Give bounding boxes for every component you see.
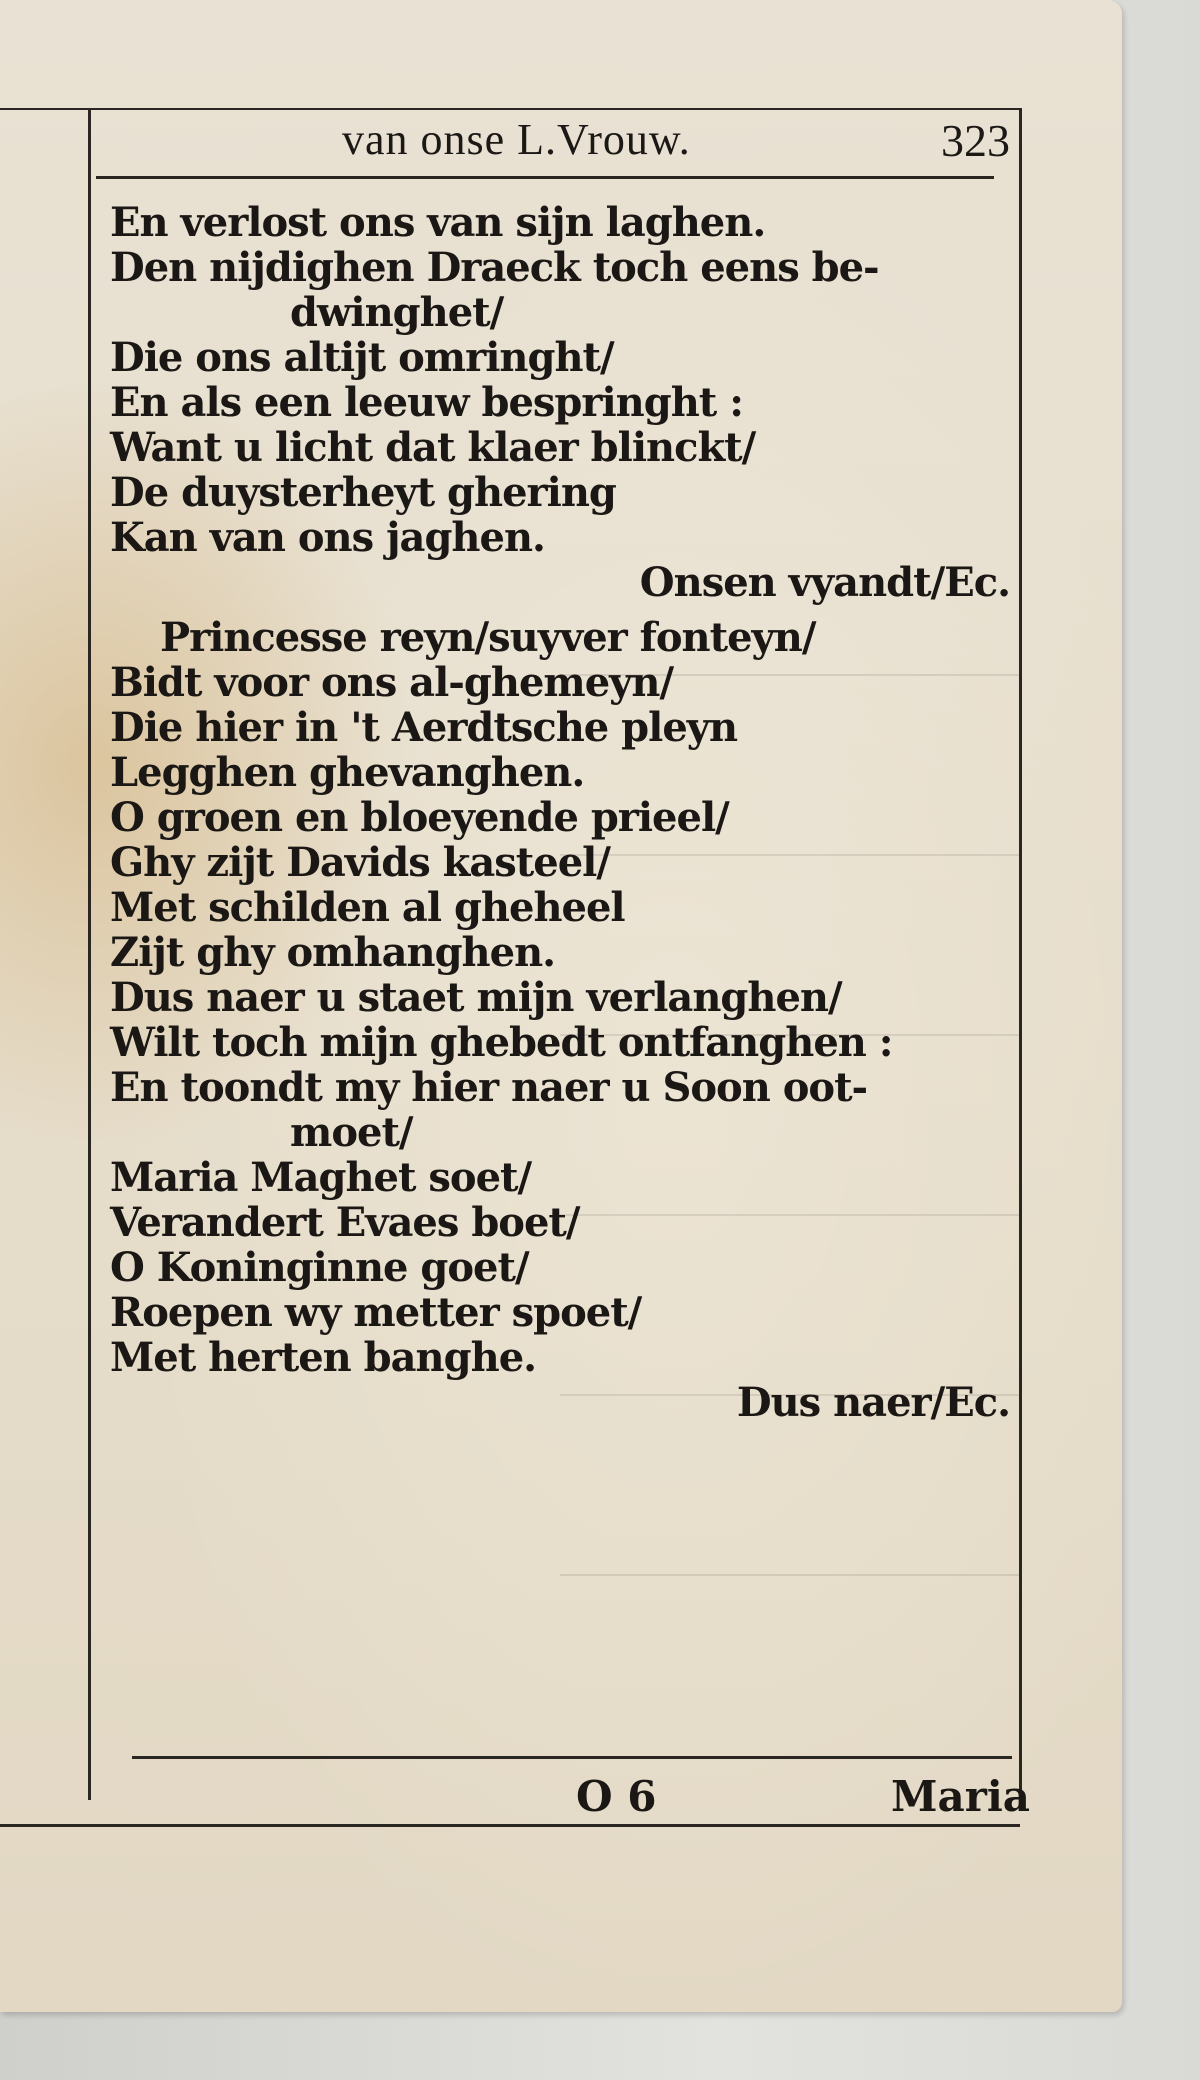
verse-line: Met schilden al gheheel	[110, 884, 625, 931]
verse-line: Zijt ghy omhanghen.	[110, 929, 556, 976]
verse-line: Dus naer/Ec.	[736, 1379, 1010, 1426]
verse-line: Verandert Evaes boet/	[110, 1199, 580, 1246]
verse-line: Bidt voor ons al-ghemeyn/	[110, 659, 674, 706]
verse-line: En als een leeuw bespringht :	[110, 379, 743, 426]
verse-line: De duysterheyt ghering	[110, 469, 616, 516]
bottom-frame-rule	[0, 1824, 1020, 1827]
footer-rule	[132, 1756, 1012, 1759]
verse-line: Dus naer u staet mijn verlanghen/	[110, 974, 842, 1021]
headline-rule	[96, 176, 994, 179]
verse-line: Princesse reyn/suyver fonteyn/	[160, 614, 816, 661]
signature-mark: O 6	[576, 1772, 657, 1821]
verse-line: Die ons altijt omringht/	[110, 334, 614, 381]
verse-line: En verlost ons van sijn laghen.	[110, 199, 766, 246]
verse-line: moet/	[290, 1109, 413, 1156]
catchword: Maria	[890, 1772, 1030, 1821]
verse-text-block	[110, 200, 1010, 1425]
verse-line: Met herten banghe.	[110, 1334, 537, 1381]
verse-line: Ghy zijt Davids kasteel/	[110, 839, 610, 886]
verse-line: O Koninginne goet/	[110, 1244, 529, 1291]
verse-line: Roepen wy metter spoet/	[110, 1289, 642, 1336]
verse-line: En toondt my hier naer u Soon oot-	[110, 1064, 868, 1111]
verse-line: Die hier in 't Aerdtsche pleyn	[110, 704, 738, 751]
verse-line: Want u licht dat klaer blinckt/	[110, 424, 756, 471]
verse-line: O groen en bloeyende prieel/	[110, 794, 729, 841]
outer-frame-rule	[0, 108, 96, 110]
verse-line: Onsen vyandt/Ec.	[639, 559, 1010, 606]
running-title: van onse L.Vrouw.	[342, 115, 691, 164]
verse-line: dwinghet/	[290, 289, 504, 336]
verse-line: Maria Maghet soet/	[110, 1154, 532, 1201]
page-number: 323	[941, 115, 1010, 166]
footer-line	[110, 1772, 1030, 1842]
verse-line: Den nijdighen Draeck toch eens be-	[110, 244, 879, 291]
headline	[110, 112, 1010, 178]
verse-line: Legghen ghevanghen.	[110, 749, 585, 796]
verse-line: Wilt toch mijn ghebedt ontfanghen :	[110, 1019, 893, 1066]
verse-line: Kan van ons jaghen.	[110, 514, 545, 561]
